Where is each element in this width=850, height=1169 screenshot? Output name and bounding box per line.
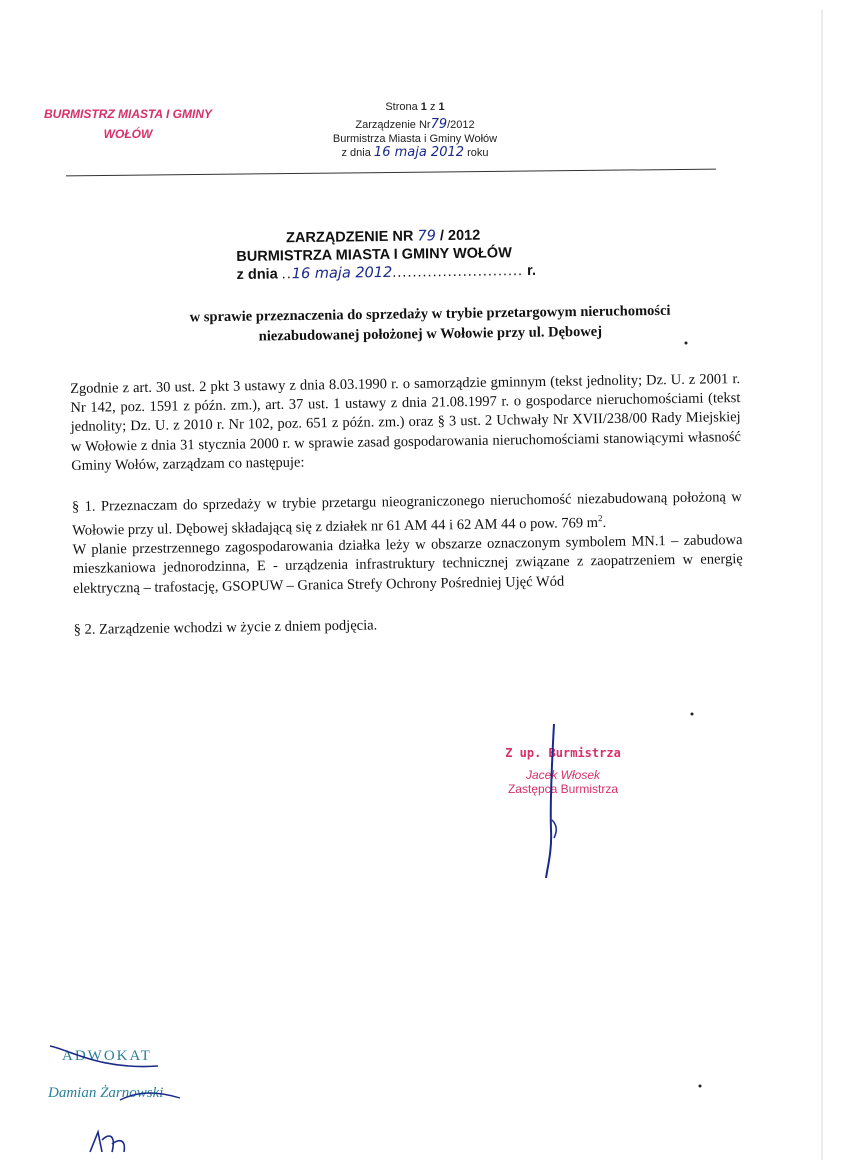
handwritten-title-date: 16 maja 2012 bbox=[291, 264, 393, 283]
signatory-name: Jacek Włosek bbox=[525, 768, 601, 782]
paragraph-1-zoning: W planie przestrzennego zagospodarowania działka leży w obszarze oznaczonym symbolem MN.1 – zabudowa mieszkaniowa jednorodzinna, E - urządzenia infrastruktury technicznej związane z zaopatrzeniem w energię elektryczną – trafostację, GSOPUW – Granica Strefy Ochrony Pośredniej Ujęć Wód bbox=[72, 532, 743, 597]
dotted-fill: .......................... bbox=[392, 262, 524, 281]
paragraph-1: § 1. Przeznaczam do sprzedaży w trybie przetargu nieograniczonego nieruchomość niezabudowaną położoną w Wołowie przy ul. Dębowej składającą się z działek nr 61 AM 44 i 62 AM 44 o pow. 769 $m^2$. bbox=[71, 489, 742, 540]
advocate-stamp-name: Damian Żarnowski bbox=[48, 1085, 164, 1101]
legal-basis-paragraph: Zgodnie z art. 30 ust. 2 pkt 3 ustawy z dnia 8.03.1990 r. o samorządzie gminnym (tekst jednolity; Dz. U. z 2001 r. Nr 142, poz. 1591 z późn. zm.), art. 37 ust. 1 ustawy z dnia 21.08.1997 r. o gospodarce nieruchomościami (tekst jednolity; Dz. U. z 2010 r. Nr 102, poz. 651 z późn. zm.) oraz § 3 ust. 2 Uchwały Nr XVII/238/00 Rady Miejskiej w Wołowie z dnia 31 stycznia 2000 r. w sprawie zasad gospodarowania nieruchomościami stanowiącymi własność Gminy Wołów, zarządzam co następuje: bbox=[70, 371, 742, 474]
title-line-1: ZARZĄDZENIE NR 79 / 2012 bbox=[286, 227, 481, 247]
subject-line-2: niezabudowanej położonej w Wołowie przy ul. Dębowej bbox=[258, 323, 603, 345]
stamp-line-1: BURMISTRZ MIASTA I GMINY bbox=[44, 107, 212, 121]
subject-line-1: w sprawie przeznaczenia do sprzedaży w trybie przetargowym nieruchomości bbox=[189, 302, 671, 326]
dotted-fill: .. bbox=[281, 266, 292, 283]
header-date-line: z dnia 16 maja 2012 roku bbox=[341, 145, 489, 160]
handwritten-title-number: 79 bbox=[417, 228, 436, 245]
signature-title: Z up. Burmistrza bbox=[505, 746, 621, 760]
title-line-2: BURMISTRZA MIASTA I GMINY WOŁÓW bbox=[236, 245, 512, 265]
header-issuer: Burmistrza Miasta i Gminy Wołów bbox=[332, 133, 498, 145]
signatory-role: Zastępca Burmistrza bbox=[507, 782, 619, 796]
header-ordinance-line: Zarządzenie Nr79/2012 bbox=[355, 117, 475, 132]
advocate-stamp-title: ADWOKAT bbox=[62, 1048, 152, 1064]
page-indicator: Strona 1 z 1 bbox=[385, 101, 445, 113]
handwritten-number: 79 bbox=[430, 117, 448, 132]
handwritten-date: 16 maja 2012 bbox=[373, 145, 465, 160]
title-date-line: z dnia ..16 maja 2012.......................... r. bbox=[236, 262, 537, 283]
paragraph-2: § 2. Zarządzenie wchodzi w życie z dniem podjęcia. bbox=[73, 617, 378, 638]
stamp-line-2: WOŁÓW bbox=[103, 127, 153, 141]
